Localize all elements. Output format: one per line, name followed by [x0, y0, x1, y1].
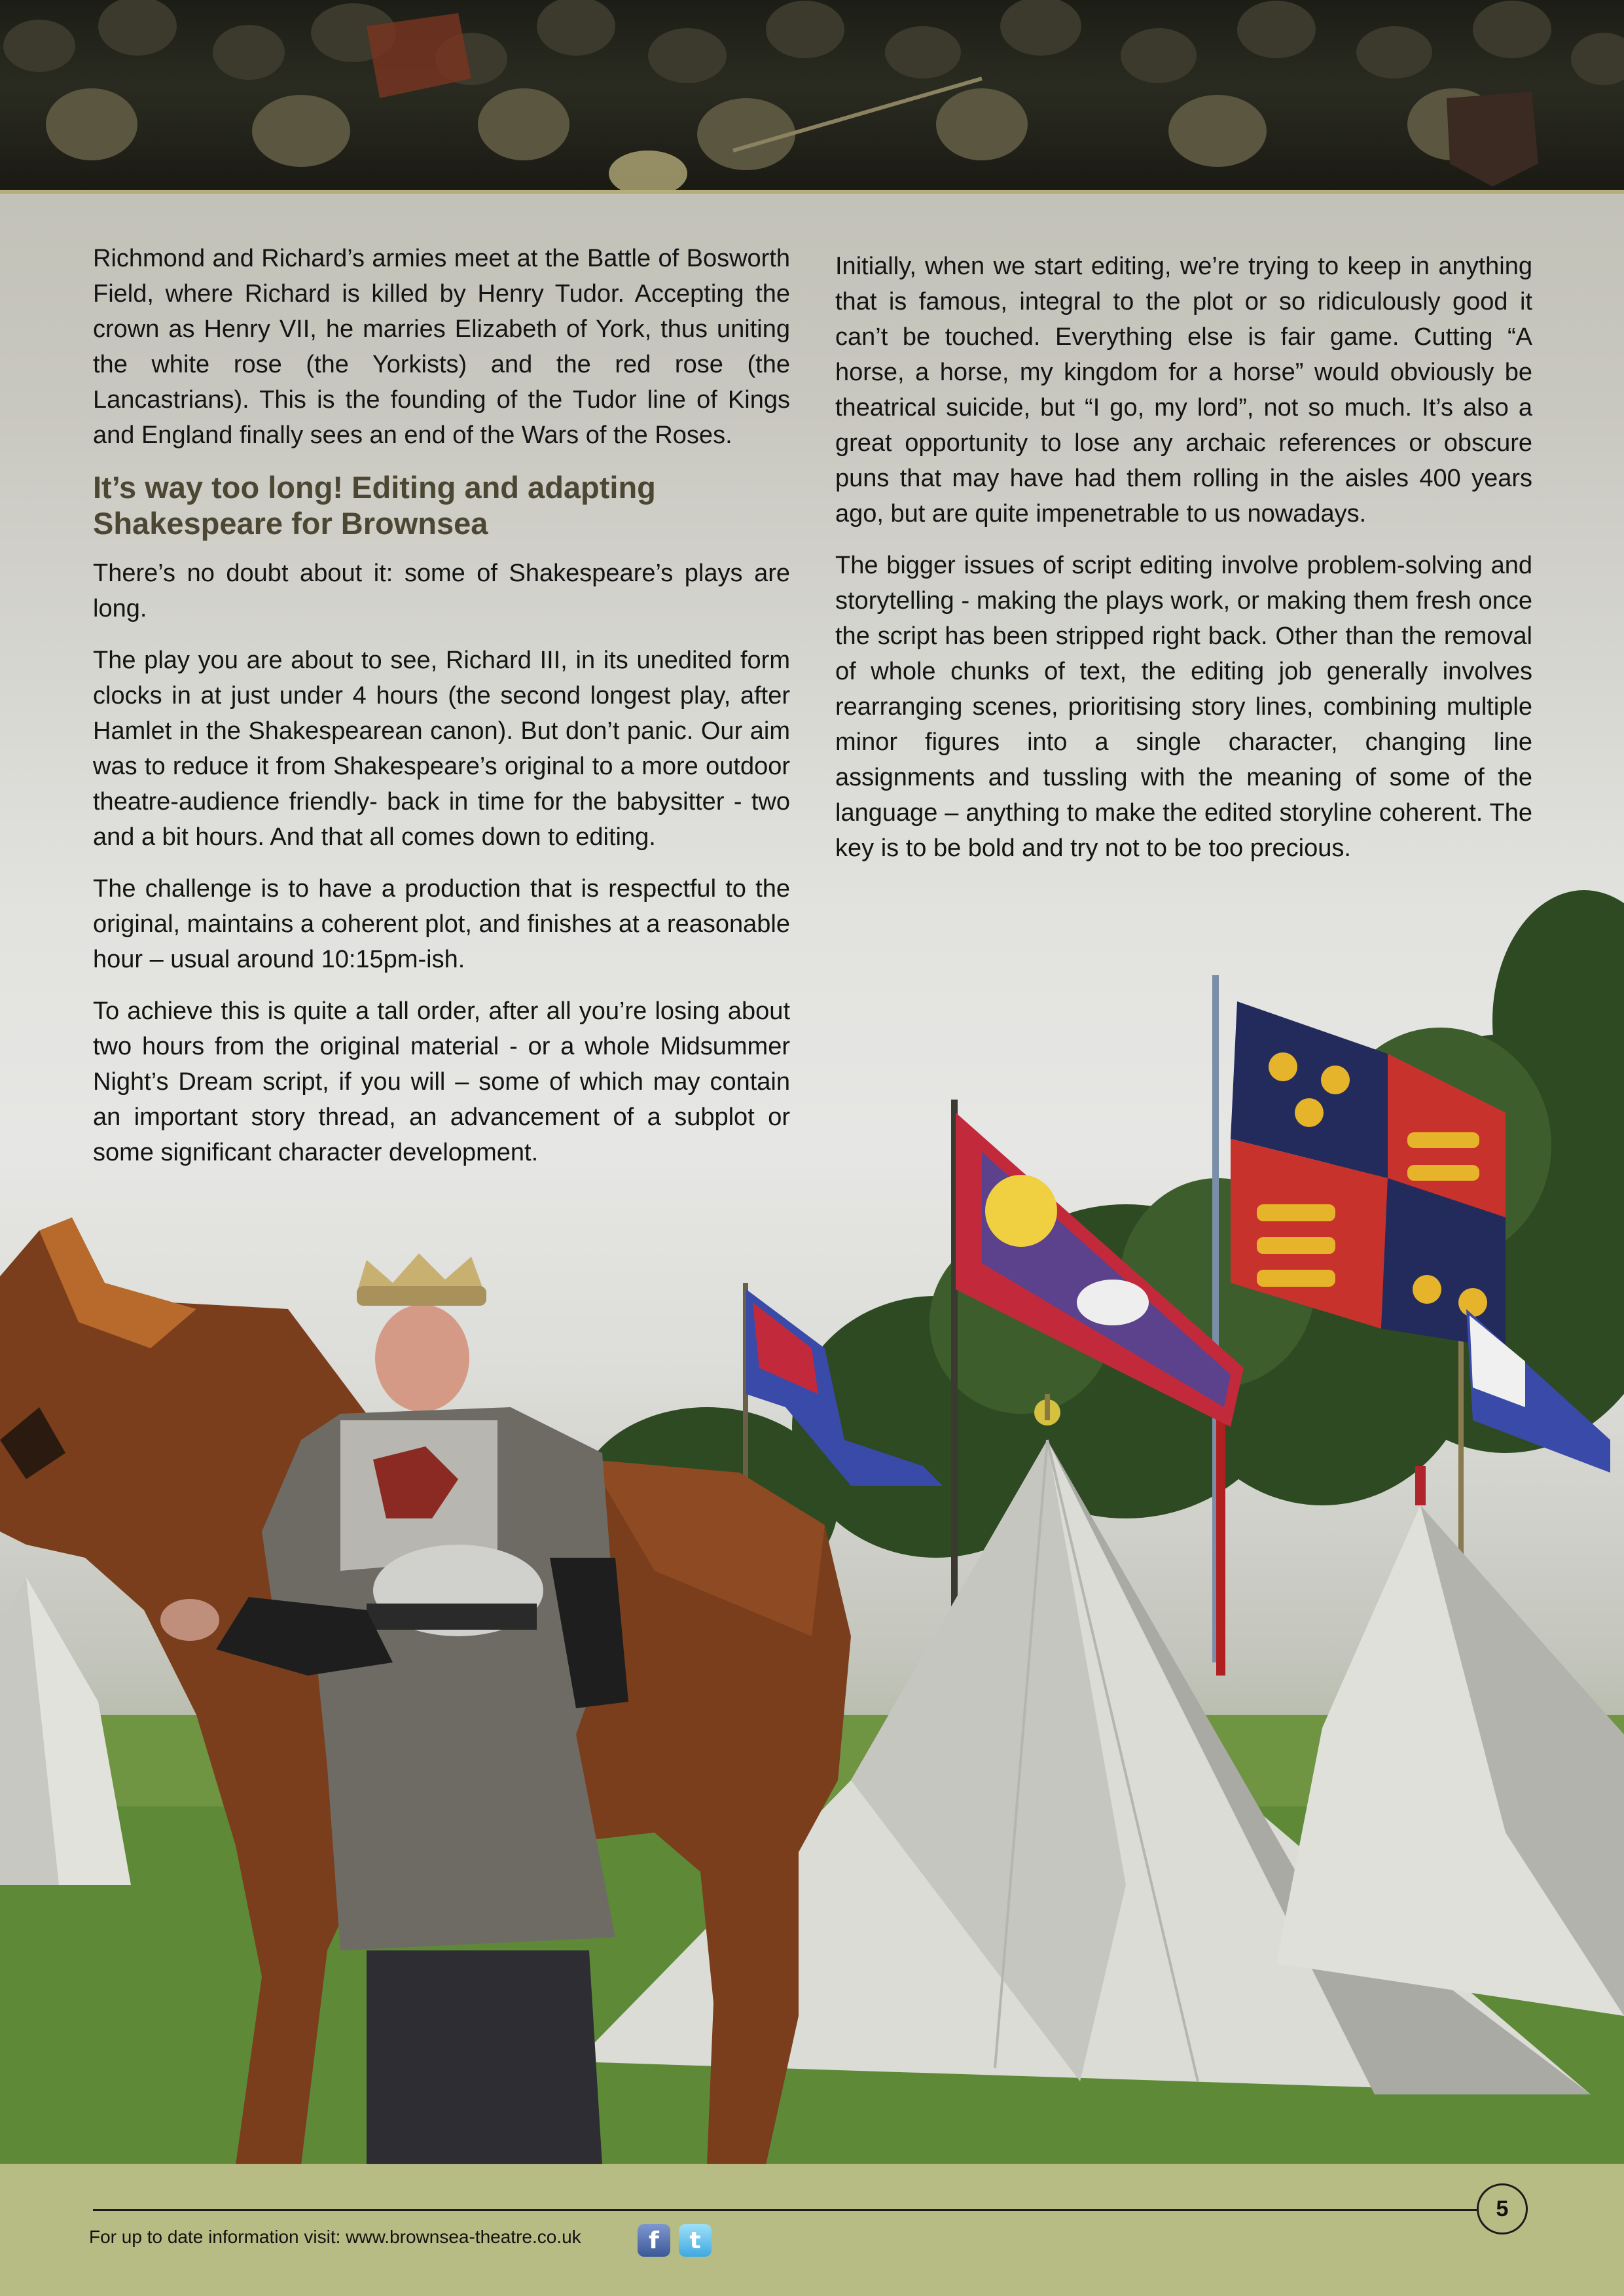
body-paragraph: The play you are about to see, Richard III, in its unedited form clocks in at just under 4 hours (the second longest play, after Hamlet in the Shakespearean canon). But don’t panic. Our aim was to reduce it from Shakespeare’s original to a more outdoor theatre-audience friendly- back in time for the babysitter - two and a bit hours. And that all comes down to editing.: [93, 647, 790, 851]
section-heading: It’s way too long! Editing and adapting Shakespeare for Brownsea: [93, 470, 656, 541]
twitter-icon[interactable]: [679, 2224, 712, 2257]
body-paragraph: The bigger issues of script editing involve problem-solving and storytelling - making the plays work, or making them fresh once the script has been stripped right back. Other than the removal of whole chunks of text, the editing job generally involves rearranging scenes, prioritising story lines, combining multiple minor figures into a single character, changing line assignments and tussling with the meaning of some of the language – anything to make the edited storyline coherent. The key is to be bold and try not to be too precious.: [835, 552, 1532, 862]
body-paragraph: There’s no doubt about it: some of Shakespeare’s plays are long.: [93, 560, 790, 622]
left-column: [93, 241, 790, 1187]
body-paragraph: Initially, when we start editing, we’re trying to keep in anything that is famous, integral to the plot or so ridiculously good it can’t be touched. Everything else is fair game. Cutting “A horse, a horse, my kingdom for a horse” would obviously be theatrical suicide, but “I go, my lord”, not so much. It’s also a great opportunity to lose any archaic references or obscure puns that may have had them rolling in the aisles 400 years ago, but are quite impenetrable to us nowadays.: [835, 253, 1532, 528]
facebook-icon[interactable]: [638, 2224, 670, 2257]
twitter-glyph: t: [689, 2227, 701, 2254]
intro-paragraph: Richmond and Richard’s armies meet at the Battle of Bosworth Field, where Richard is killed by Henry Tudor. Accepting the crown as Henry VII, he marries Elizabeth of York, thus uniting the white rose (the Yorkists) and the red rose (the Lancastrians). This is the founding of the Tudor line of Kings and England finally sees an end of the Wars of the Roses.: [93, 245, 790, 449]
facebook-glyph: f: [649, 2227, 659, 2254]
page-number: 5: [1477, 2183, 1528, 2234]
right-column: [835, 249, 1532, 882]
body-paragraph: The challenge is to have a production that is respectful to the original, maintains a coherent plot, and finishes at a reasonable hour – usual around 10:15pm-ish.: [93, 875, 790, 973]
footer-website-text[interactable]: For up to date information visit: www.brownsea-theatre.co.uk: [89, 2227, 581, 2247]
body-paragraph: To achieve this is quite a tall order, after all you’re losing about two hours from the original material - or a whole Midsummer Night’s Dream script, if you will – some of which may contain an important story thread, an advancement of a subplot or some significant character development.: [93, 997, 790, 1166]
footer-divider: [93, 2209, 1477, 2211]
